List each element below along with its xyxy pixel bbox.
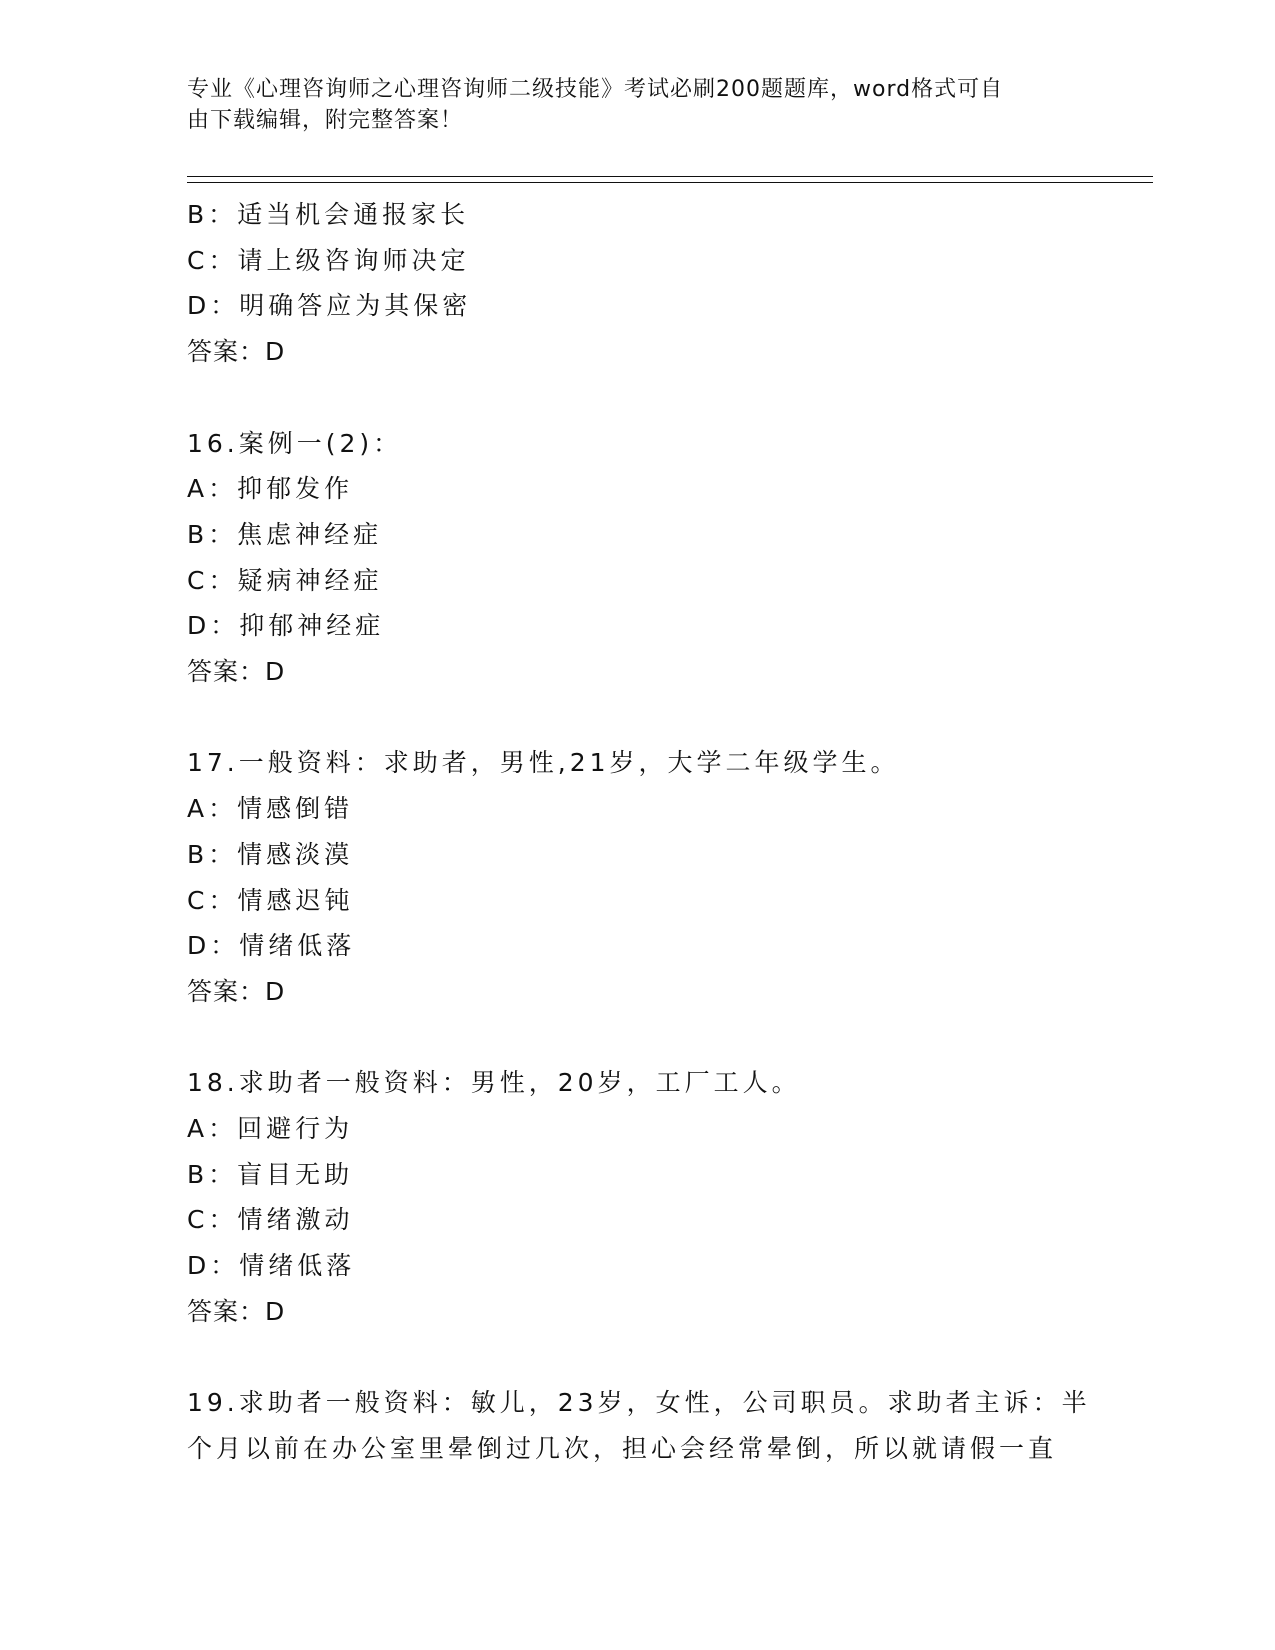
option-c: C：情感迟钝 bbox=[187, 885, 354, 915]
question-17 bbox=[187, 740, 1087, 1014]
spacer bbox=[187, 695, 1087, 741]
spacer bbox=[187, 1015, 1087, 1061]
spacer bbox=[187, 1335, 1087, 1381]
question-16 bbox=[187, 421, 1087, 695]
option-a: A：回避行为 bbox=[187, 1114, 354, 1144]
answer-line: 答案：D bbox=[187, 1296, 286, 1326]
question-stem-line-1: 19.求助者一般资料：敏儿，23岁，女性，公司职员。求助者主诉：半 bbox=[187, 1388, 1091, 1418]
option-b: B：焦虑神经症 bbox=[187, 519, 383, 549]
option-b: B：适当机会通报家长 bbox=[187, 200, 470, 229]
option-c: C：情绪激动 bbox=[187, 1205, 354, 1235]
answer-line: 答案：D bbox=[187, 657, 286, 687]
question-carryover bbox=[187, 192, 1087, 375]
question-list bbox=[187, 192, 1091, 1472]
question-stem: 17.一般资料：求助者，男性,21岁，大学二年级学生。 bbox=[187, 748, 900, 778]
option-d: D：情绪低落 bbox=[187, 931, 356, 961]
question-19 bbox=[187, 1380, 1091, 1471]
answer-line: 答案：D bbox=[187, 337, 286, 367]
question-18 bbox=[187, 1060, 1087, 1334]
option-d: D：抑郁神经症 bbox=[187, 611, 385, 641]
option-b: B：情感淡漠 bbox=[187, 839, 354, 869]
question-stem: 16.案例一(2)： bbox=[187, 428, 403, 458]
option-c: C：疑病神经症 bbox=[187, 565, 383, 595]
header-line-1: 专业《心理咨询师之心理咨询师二级技能》考试必刷200题题库，word格式可自 bbox=[187, 77, 1004, 102]
option-d: D：情绪低落 bbox=[187, 1251, 356, 1281]
header-line-2: 由下载编辑，附完整答案！ bbox=[187, 108, 464, 133]
header-divider-bottom bbox=[187, 182, 1153, 183]
option-b: B：盲目无助 bbox=[187, 1159, 354, 1189]
header-divider-top bbox=[187, 176, 1153, 177]
question-stem-line-2: 个月以前在办公室里晕倒过几次，担心会经常晕倒，所以就请假一直 bbox=[187, 1433, 1058, 1463]
answer-line: 答案：D bbox=[187, 976, 286, 1006]
option-d: D：明确答应为其保密 bbox=[187, 291, 472, 321]
option-a: A：抑郁发作 bbox=[187, 474, 354, 504]
option-c: C：请上级咨询师决定 bbox=[187, 245, 470, 275]
document-header bbox=[187, 74, 1067, 136]
spacer bbox=[187, 375, 1087, 421]
question-stem: 18.求助者一般资料：男性，20岁，工厂工人。 bbox=[187, 1068, 801, 1098]
option-a: A：情感倒错 bbox=[187, 794, 354, 824]
